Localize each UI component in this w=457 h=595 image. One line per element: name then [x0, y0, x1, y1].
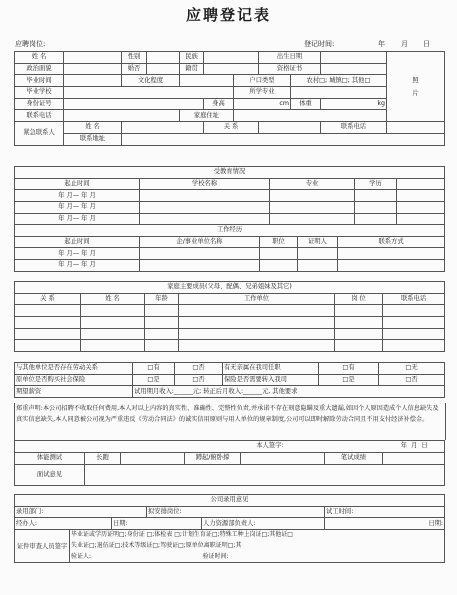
em-relation-field[interactable] — [259, 122, 321, 134]
insurance-no-checkbox[interactable]: □否 — [175, 374, 223, 386]
family-cell[interactable] — [335, 305, 383, 317]
hukou-options[interactable]: 农村□; 城镇□; 其他□ — [291, 75, 387, 87]
relatives-yes-checkbox[interactable]: □有 — [319, 363, 379, 375]
family-cell[interactable] — [335, 340, 383, 352]
edu-cell[interactable] — [140, 190, 270, 202]
family-cell[interactable] — [145, 340, 179, 352]
em-name-label: 姓 名 — [64, 122, 122, 134]
family-cell[interactable] — [81, 340, 145, 352]
basic-info-table — [14, 51, 445, 146]
edu-period-2[interactable]: 年 月— 年 月 — [15, 202, 140, 214]
signature-date: 年 月 日 — [385, 441, 445, 453]
col-company: 企/事业单位名称 — [140, 236, 260, 248]
name-label: 姓 名 — [15, 52, 64, 64]
grad-time-field[interactable] — [64, 75, 122, 87]
origin-field[interactable] — [204, 63, 259, 75]
name-field[interactable] — [64, 52, 122, 64]
signature-label: 本人签字: — [15, 441, 285, 453]
family-cell[interactable] — [81, 305, 145, 317]
transfer-no-checkbox[interactable]: □否 — [379, 374, 445, 386]
col-reference: 证明人 — [298, 236, 338, 248]
marriage-label: 婚否 — [122, 63, 147, 75]
work-cell[interactable] — [140, 248, 260, 260]
family-cell[interactable] — [383, 328, 445, 340]
run-label: 长跑 — [85, 453, 121, 465]
day-label: 日 — [423, 40, 430, 48]
family-cell[interactable] — [145, 328, 179, 340]
em-relation-label: 关 系 — [204, 122, 259, 134]
opinion-field[interactable] — [85, 464, 445, 485]
major-label: 所学专业 — [234, 87, 291, 99]
trial-time-label[interactable]: 试工时间: — [325, 506, 445, 518]
hr-label[interactable]: 人力资源部负责人: — [202, 518, 325, 530]
family-cell[interactable] — [145, 305, 179, 317]
run-field[interactable] — [121, 453, 185, 465]
family-cell[interactable] — [335, 317, 383, 329]
col-period: 起止时间 — [15, 178, 140, 190]
col-employer: 工作单位 — [179, 293, 335, 305]
family-cell[interactable] — [15, 328, 81, 340]
family-cell[interactable] — [179, 340, 335, 352]
emergency-label: 紧急联系人 — [15, 122, 64, 145]
hire-table — [14, 494, 445, 563]
hire-post-label[interactable]: 拟安排岗位: — [147, 506, 325, 518]
work-cell[interactable] — [260, 248, 298, 260]
education-field[interactable] — [180, 75, 234, 87]
insurance-question: 原单位是否购买社会保险 — [15, 374, 133, 386]
marriage-field[interactable] — [147, 63, 180, 75]
cert-line-1[interactable]: 毕业证或学历证明□;身份证 □;体检表 □;计划生育证□;特殊工种上岗证□;其他证□ — [70, 530, 445, 541]
jump-label: 蹲起/俯卧撑 — [185, 453, 241, 465]
id-label: 身份证号 — [15, 98, 64, 110]
ethnicity-field[interactable] — [204, 52, 259, 64]
written-label: 笔试成绩 — [325, 453, 383, 465]
written-field[interactable] — [383, 453, 445, 465]
edu-cell[interactable] — [270, 190, 355, 202]
school-field[interactable] — [64, 87, 234, 99]
education-title: 受教育情况 — [15, 167, 445, 179]
work-cell[interactable] — [298, 260, 338, 272]
edu-cell[interactable] — [397, 202, 445, 214]
edu-cell[interactable] — [140, 202, 270, 214]
education-table — [14, 166, 445, 225]
col-relation: 关 系 — [15, 293, 81, 305]
misc-table — [14, 362, 445, 398]
political-field[interactable] — [64, 63, 122, 75]
verify-time-label[interactable]: 验证时间: — [202, 551, 445, 562]
salary-label: 期望薪资 — [15, 386, 133, 398]
grad-time-label: 毕业时间 — [15, 75, 64, 87]
page-title: 应聘登记表 — [185, 6, 271, 24]
col-period: 起止时间 — [15, 236, 140, 248]
verifier-label[interactable]: 验证人: — [70, 551, 202, 562]
signature-table — [14, 440, 445, 453]
family-cell[interactable] — [179, 317, 335, 329]
family-cell[interactable] — [81, 317, 145, 329]
address-field[interactable] — [234, 110, 387, 122]
transfer-yes-checkbox[interactable]: □是 — [319, 374, 379, 386]
col-contact: 联系方式 — [338, 236, 445, 248]
edu-cell[interactable] — [397, 190, 445, 202]
family-cell[interactable] — [383, 305, 445, 317]
major-field[interactable] — [291, 87, 387, 99]
month-label: 月 — [401, 40, 408, 48]
relatives-no-checkbox[interactable]: □无 — [379, 363, 445, 375]
work-cell[interactable] — [260, 260, 298, 272]
weight-unit[interactable]: kg — [321, 98, 387, 110]
labor-no-checkbox[interactable]: □否 — [175, 363, 223, 375]
col-name: 姓 名 — [81, 293, 145, 305]
cert-line-2[interactable]: 失业证□;退伍证□;技术等级证□;驾驶证□;原单位离职证明□;其 — [70, 541, 445, 552]
school-label: 毕业学校 — [15, 87, 64, 99]
work-cell[interactable] — [140, 260, 260, 272]
hire-dept-label[interactable]: 录用部门: — [15, 506, 147, 518]
hukou-label: 户口类型 — [234, 75, 291, 87]
col-phone: 联系电话 — [383, 293, 445, 305]
em-address-label: 联系地址 — [64, 133, 122, 145]
opinion-label: 面试意见 — [15, 464, 85, 485]
hr-date-label[interactable]: 日期: — [325, 518, 445, 530]
family-cell[interactable] — [15, 305, 81, 317]
statement-text: 郑重声明:本公司招聘不收取任何费用,本人对以上内容的真实性、准确性、完整性负责,并承诺不存在刻意隐瞒及重大遗漏,如因个人原因造成个人信息缺失及真实信息缺失,本人同意被公司视为严重违反《劳动合同法》的诚实信用原则与用人单位的规章制度,公司可以即时解除劳动合同且不用支付经济补偿金。 — [14, 403, 446, 440]
family-cell[interactable] — [179, 305, 335, 317]
edu-cell[interactable] — [355, 202, 397, 214]
labor-yes-checkbox[interactable]: □有 — [133, 363, 175, 375]
col-school: 学校名称 — [140, 178, 270, 190]
jump-field[interactable] — [241, 453, 325, 465]
family-cell[interactable] — [145, 317, 179, 329]
work-cell[interactable] — [298, 248, 338, 260]
work-cell[interactable] — [338, 248, 445, 260]
date-label: 登记时间: — [304, 40, 335, 48]
edu-period-3[interactable]: 年 月— 年 月 — [15, 213, 140, 225]
weight-label: 体重 — [291, 98, 321, 110]
family-cell[interactable] — [15, 340, 81, 352]
birth-label: 出生日期 — [259, 52, 321, 64]
em-name-field[interactable] — [122, 122, 204, 134]
em-address-field[interactable] — [122, 133, 445, 145]
id-field[interactable] — [64, 98, 204, 110]
qualification-label: 资格证书 — [259, 63, 321, 75]
transfer-question: 保险是否需要转入我司 — [223, 374, 319, 386]
work-period-2[interactable]: 年 月— 年 月 — [15, 260, 140, 272]
insurance-yes-checkbox[interactable]: □是 — [133, 374, 175, 386]
col-blank — [397, 178, 445, 190]
position-label: 应聘岗位: — [15, 40, 46, 48]
signature-field[interactable] — [285, 441, 385, 453]
family-cell[interactable] — [179, 328, 335, 340]
salary-text[interactable]: 试用期月收入:______元; 转正后月收入:______元, 其他要求 — [133, 386, 445, 398]
family-title: 家庭主要成员(父母、配偶、兄弟姐妹及其它) — [15, 282, 445, 294]
family-cell[interactable] — [335, 328, 383, 340]
col-post: 岗 位 — [335, 293, 383, 305]
phone-field[interactable] — [64, 110, 180, 122]
edu-cell[interactable] — [270, 202, 355, 214]
year-label: 年 — [378, 40, 385, 48]
qualification-field[interactable] — [321, 63, 387, 75]
address-label: 家庭住址 — [180, 110, 234, 122]
gender-field[interactable] — [147, 52, 180, 64]
edu-cell[interactable] — [355, 190, 397, 202]
col-degree: 学历 — [355, 178, 397, 190]
physical-label: 体能测试 — [15, 453, 85, 465]
edu-period-1[interactable]: 年 月— 年 月 — [15, 190, 140, 202]
height-label: 身高 — [204, 98, 234, 110]
em-phone-field[interactable] — [387, 122, 445, 134]
family-table — [14, 281, 445, 352]
work-cell[interactable] — [338, 260, 445, 272]
ethnicity-label: 民族 — [180, 52, 204, 64]
col-age: 年龄 — [145, 293, 179, 305]
origin-label: 籍贯 — [180, 63, 204, 75]
relatives-question: 有无亲属在我司任职 — [223, 363, 319, 375]
family-cell[interactable] — [15, 317, 81, 329]
work-period-1[interactable]: 年 月— 年 月 — [15, 248, 140, 260]
family-cell[interactable] — [383, 317, 445, 329]
interview-table — [14, 452, 445, 486]
cert-label: 证件审查人员签字 — [15, 530, 70, 563]
handler-label[interactable]: 经办人: — [15, 518, 112, 530]
family-cell[interactable] — [383, 340, 445, 352]
birth-field[interactable] — [321, 52, 387, 64]
education-label: 文化程度 — [122, 75, 180, 87]
height-unit[interactable]: cm — [234, 98, 291, 110]
col-position: 职位 — [260, 236, 298, 248]
political-label: 政治面貌 — [15, 63, 64, 75]
gender-label: 性别 — [122, 52, 147, 64]
photo-box: 照 片 — [387, 52, 445, 122]
work-title: 工作经历 — [15, 225, 445, 237]
hire-title: 公司录用意见 — [15, 495, 445, 507]
handler-date-label[interactable]: 日期: — [112, 518, 202, 530]
family-cell[interactable] — [81, 328, 145, 340]
col-major: 专业 — [270, 178, 355, 190]
work-table — [14, 224, 445, 272]
em-phone-label: 联系电话 — [321, 122, 387, 134]
phone-label: 联系电话 — [15, 110, 64, 122]
labor-question: 与其他单位是否存在劳动关系 — [15, 363, 133, 375]
